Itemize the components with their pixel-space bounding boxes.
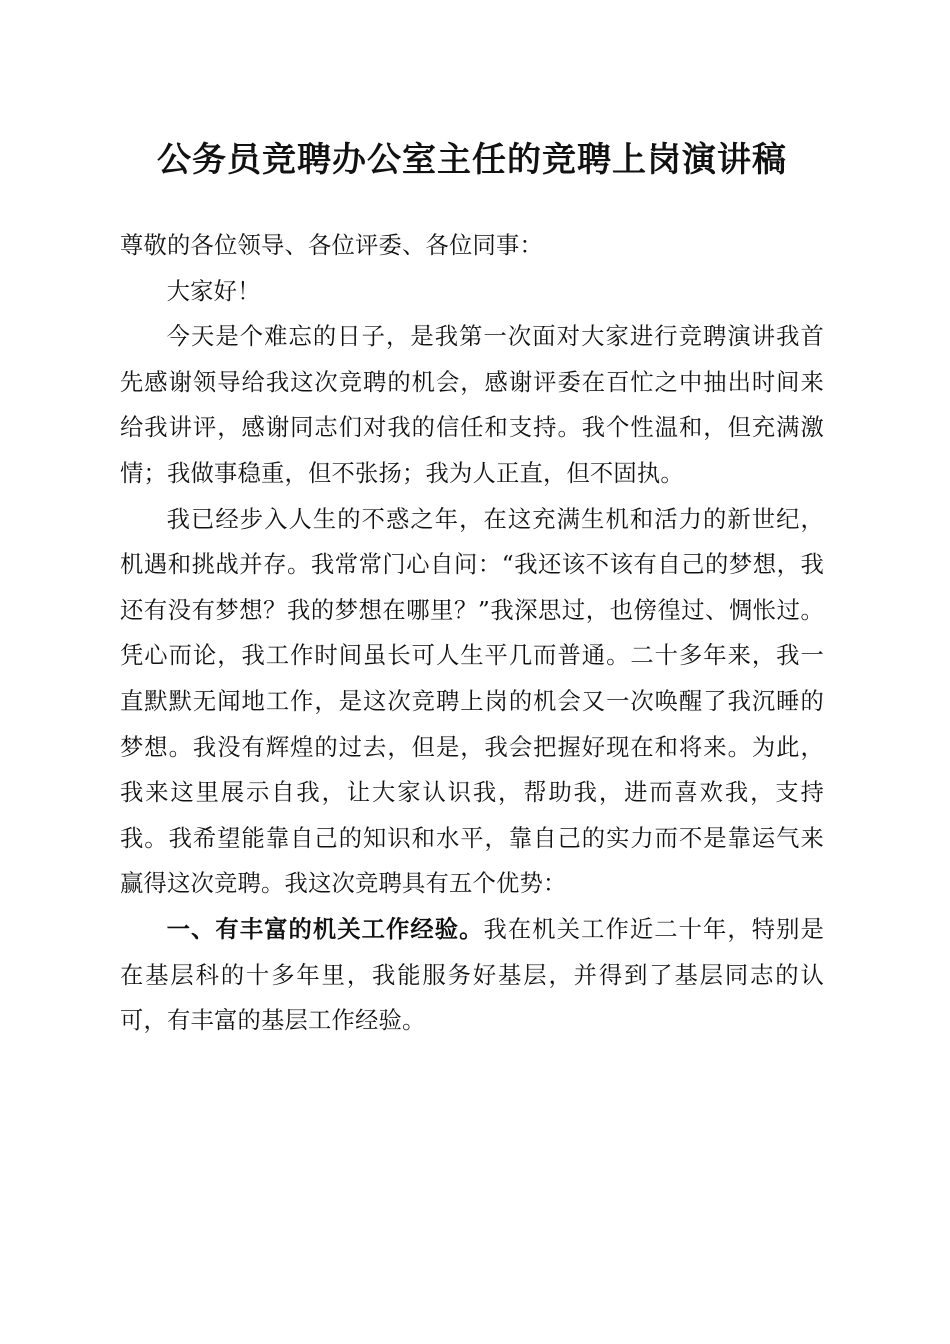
section-1-body: 我在机关工作近二十年，特别是在基层科的十多年里，我能服务好基层，并得到了基层同志的认可，有丰富的基层工作经验。 [120, 915, 824, 1035]
section-1-paragraph [120, 907, 824, 1044]
greeting: 大家好！ [166, 277, 261, 305]
document-title: 公务员竞聘办公室主任的竞聘上岗演讲稿 [157, 140, 787, 180]
section-1-heading: 一、有丰富的机关工作经验。 [166, 915, 484, 943]
salutation: 尊敬的各位领导、各位评委、各位同事： [120, 232, 543, 259]
document-page [120, 135, 824, 1044]
paragraph-opening: 今天是个难忘的日子，是我第一次面对大家进行竞聘演讲我首先感谢领导给我这次竞聘的机会，感谢评委在百忙之中抽出时间来给我讲评，感谢同志们对我的信任和支持。我个性温和，但充满激情；我做事稳重，但不张扬；我为人正直，但不固执。 [120, 323, 824, 487]
paragraph-aspiration: 我已经步入人生的不惑之年，在这充满生机和活力的新世纪，机遇和挑战并存。我常常门心自问：“我还该不该有自己的梦想，我还有没有梦想？我的梦想在哪里？”我深思过，也傍徨过、惆怅过。凭心而论，我工作时间虽长可人生平几而普通。二十多年来，我一直默默无闻地工作，是这次竞聘上岗的机会又一次唤醒了我沉睡的梦想。我没有辉煌的过去，但是，我会把握好现在和将来。为此，我来这里展示自我，让大家认识我，帮助我，进而喜欢我，支持我。我希望能靠自己的知识和水平，靠自己的实力而不是靠运气来赢得这次竞聘。我这次竞聘具有五个优势： [120, 505, 824, 898]
